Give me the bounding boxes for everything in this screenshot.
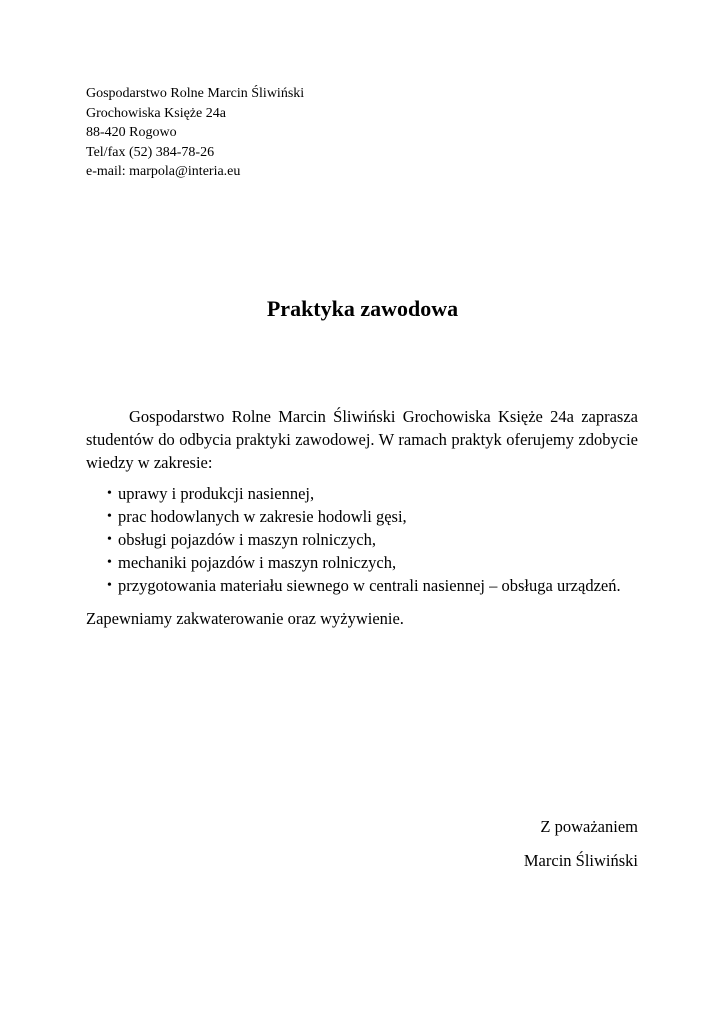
bullet-icon: • <box>107 555 112 570</box>
list-item <box>86 574 638 597</box>
document-title: Praktyka zawodowa <box>266 296 459 321</box>
offerings-list <box>86 482 638 597</box>
list-item-text: mechaniki pojazdów i maszyn rolniczych, <box>118 553 397 572</box>
list-item <box>86 482 638 505</box>
sender-city: 88-420 Rogowo <box>86 125 177 140</box>
intro-paragraph: Gospodarstwo Rolne Marcin Śliwiński Grochowiska Księże 24a zaprasza studentów do odbycia praktyki zawodowej. W ramach praktyk oferujemy zdobycie wiedzy w zakresie: <box>86 407 638 472</box>
list-item <box>86 551 638 574</box>
sender-email: e-mail: marpola@interia.eu <box>86 164 241 179</box>
list-item <box>86 528 638 551</box>
sender-street: Grochowiska Księże 24a <box>86 105 226 121</box>
bullet-icon: • <box>107 509 112 524</box>
signoff-greeting: Z poważaniem <box>540 817 638 836</box>
closing-note: Zapewniamy zakwaterowanie oraz wyżywienie. <box>86 609 404 628</box>
list-item-text: uprawy i produkcji nasiennej, <box>118 484 315 503</box>
sender-address-block <box>86 84 304 182</box>
list-item-text: obsługi pojazdów i maszyn rolniczych, <box>118 530 376 549</box>
signoff-name: Marcin Śliwiński <box>523 851 638 870</box>
list-item <box>86 505 638 528</box>
sender-phone: Tel/fax (52) 384-78-26 <box>86 144 215 160</box>
bullet-icon: • <box>107 578 112 593</box>
signoff-block <box>524 815 638 872</box>
list-item-text: prac hodowlanych w zakresie hodowli gęsi, <box>118 507 407 526</box>
letter-body <box>86 405 638 630</box>
bullet-icon: • <box>107 532 112 547</box>
list-item-text: przygotowania materiału siewnego w centrali nasiennej – obsługa urządzeń. <box>118 576 621 595</box>
sender-name: Gospodarstwo Rolne Marcin Śliwiński <box>86 86 305 101</box>
bullet-icon: • <box>107 486 112 501</box>
